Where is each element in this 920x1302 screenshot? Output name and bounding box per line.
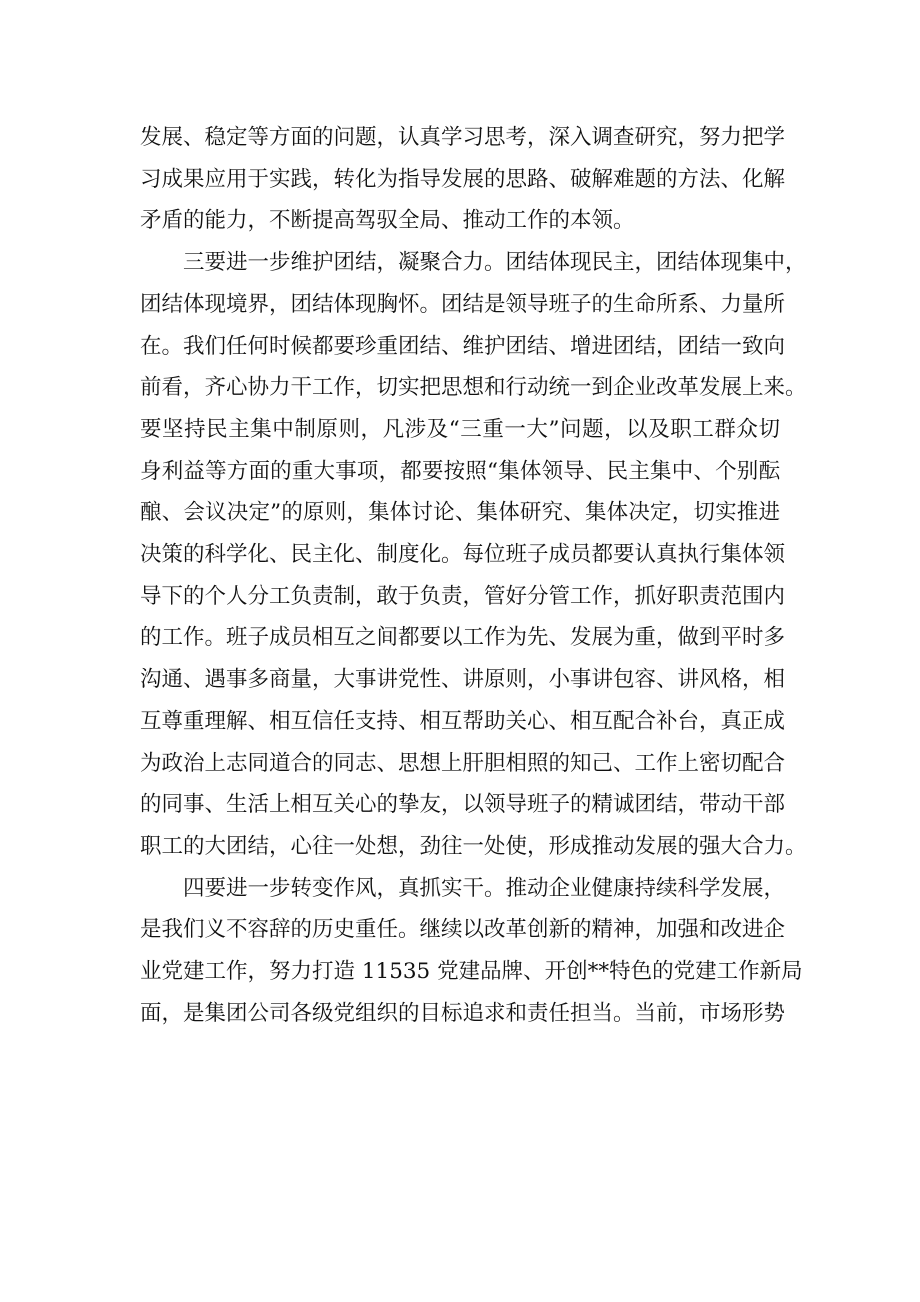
text-line: 团结体现境界，团结体现胸怀。团结是领导班子的生命所系、力量所: [140, 291, 786, 317]
text-line: 面，是集团公司各级党组织的目标追求和责任担当。当前，市场形势: [140, 1000, 786, 1026]
text-line: 沟通、遇事多商量，大事讲党性、讲原则，小事讲包容、讲风格，相: [140, 667, 786, 693]
text-line: 互尊重理解、相互信任支持、相互帮助关心、相互配合补台，真正成: [140, 708, 786, 734]
paragraph-1: [140, 117, 786, 242]
text-line: 身利益等方面的重大事项，都要按照“集体领导、民主集中、个别酝: [140, 458, 780, 484]
text-line: 业党建工作，努力打造 11535 党建品牌、开创**特色的党建工作新局: [140, 959, 803, 985]
text-line: 决策的科学化、民主化、制度化。每位班子成员都要认真执行集体领: [140, 542, 786, 568]
text-line: 酿、会议决定”的原则，集体讨论、集体研究、集体决定，切实推进: [140, 500, 780, 526]
paragraph-3: [140, 868, 803, 1035]
text-line: 要坚持民主集中制原则，凡涉及“三重一大”问题，以及职工群众切: [140, 416, 780, 442]
text-line: 前看，齐心协力干工作，切实把思想和行动统一到企业改革发展上来。: [140, 375, 807, 401]
text-line: 导下的个人分工负责制，敢于负责，管好分管工作，抓好职责范围内: [140, 583, 786, 609]
body-text: [140, 117, 807, 1034]
text-line: 职工的大团结，心往一处想，劲往一处使，形成推动发展的强大合力。: [140, 833, 807, 859]
text-line: 三要进一步维护团结，凝聚合力。团结体现民主，团结体现集中，: [140, 250, 807, 276]
text-line: 矛盾的能力，不断提高驾驭全局、推动工作的本领。: [140, 208, 635, 234]
text-line: 是我们义不容辞的历史重任。继续以改革创新的精神，加强和改进企: [140, 917, 786, 943]
text-line: 在。我们任何时候都要珍重团结、维护团结、增进团结，团结一致向: [140, 333, 786, 359]
text-line: 四要进一步转变作风，真抓实干。推动企业健康持续科学发展，: [140, 875, 786, 901]
paragraph-2: [140, 242, 807, 868]
text-line: 的同事、生活上相互关心的挚友，以领导班子的精诚团结，带动干部: [140, 792, 786, 818]
text-line: 为政治上志同道合的同志、思想上肝胆相照的知己、工作上密切配合: [140, 750, 786, 776]
text-line: 习成果应用于实践，转化为指导发展的思路、破解难题的方法、化解: [140, 166, 786, 192]
text-line: 发展、稳定等方面的问题，认真学习思考，深入调查研究，努力把学: [140, 125, 786, 150]
text-line: 的工作。班子成员相互之间都要以工作为先、发展为重，做到平时多: [140, 625, 786, 651]
